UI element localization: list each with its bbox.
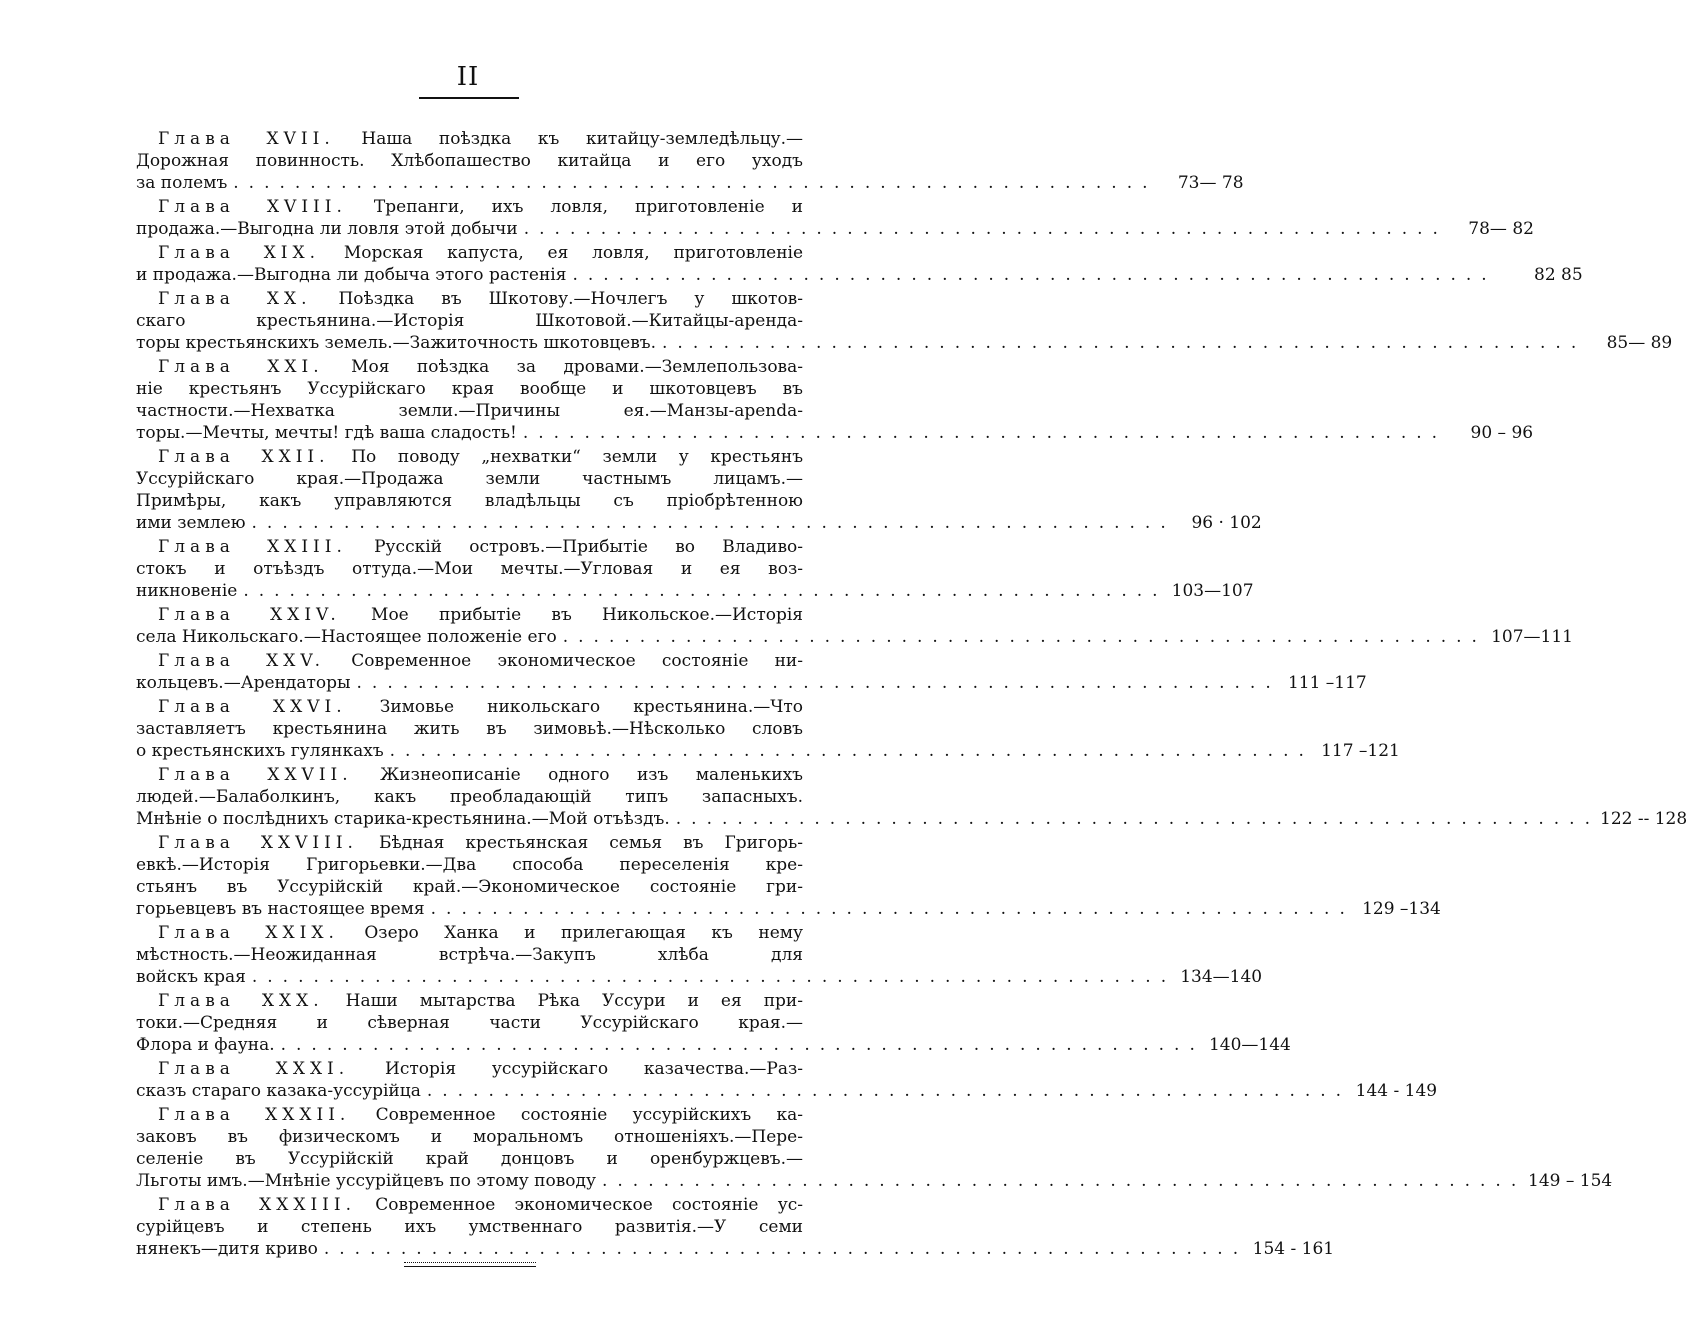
leader-dots: ............................................................ xyxy=(356,673,1281,693)
toc-line xyxy=(136,626,1573,648)
toc-entry xyxy=(136,604,1573,648)
chapter-text: Морская капуста, ея ловля, приготовленіе xyxy=(343,243,804,263)
toc-line xyxy=(136,1104,803,1126)
toc-line xyxy=(136,310,803,332)
leader-dots: ............................................................ xyxy=(662,333,1587,353)
chapter-text: Современное экономическое состояніе ус- xyxy=(375,1195,804,1215)
page-range: 82 85 xyxy=(1534,265,1583,285)
toc-line xyxy=(136,718,803,740)
chapter-text: заставляетъ крестьянина жить въ зимовьѣ.—Нѣсколько словъ xyxy=(136,719,803,739)
chapter-label: Глава XXX. xyxy=(158,991,324,1011)
page-range: 103—107 xyxy=(1171,581,1254,601)
leader-dots: ............................................................ xyxy=(251,513,1176,533)
toc-entry xyxy=(136,696,1400,762)
chapter-text: селеніе въ Уссурійскій край донцовъ и оренбуржцевъ.— xyxy=(136,1149,803,1169)
chapter-label: Глава XXI. xyxy=(158,357,324,377)
toc-line xyxy=(136,536,803,558)
chapter-text: кольцевъ.—Арендаторы xyxy=(136,673,351,693)
chapter-text: По поводу „нехватки“ земли у крестьянъ xyxy=(351,447,804,467)
chapter-text: торы крестьянскихъ земель.—Зажиточность шкотовцевъ. xyxy=(136,333,657,353)
toc-line xyxy=(136,400,803,422)
toc-line xyxy=(136,944,803,966)
chapter-text: войскъ края xyxy=(136,967,246,987)
chapter-text: стокъ и отъѣздъ оттуда.—Мои мечты.—Угловая и ея воз- xyxy=(136,559,803,579)
toc-entry xyxy=(136,128,1244,194)
toc-line xyxy=(136,172,1244,194)
toc-line xyxy=(136,1170,1613,1192)
chapter-text: Наша поѣздка къ китайцу-земледѣльцу.— xyxy=(361,129,803,149)
toc-line xyxy=(136,898,1441,920)
chapter-label: Глава XXIX. xyxy=(158,923,339,943)
page-range: 117 –121 xyxy=(1321,741,1400,761)
toc-line xyxy=(136,580,1254,602)
page-range: 149 – 154 xyxy=(1528,1171,1613,1191)
chapter-text: ими землею xyxy=(136,513,246,533)
page-range: 144 - 149 xyxy=(1355,1081,1438,1101)
chapter-text: стьянъ въ Уссурійскій край.—Экономическое состояніе гри- xyxy=(136,877,803,897)
toc-entry xyxy=(136,832,1441,920)
chapter-text: и продажа.—Выгодна ли добыча этого растенія xyxy=(136,265,567,285)
toc-entry xyxy=(136,990,1291,1056)
leader-dots: ............................................................ xyxy=(572,265,1497,285)
chapter-text: скаго крестьянина.—Исторія Шкотовой.—Китайцы-аренда- xyxy=(136,311,803,331)
toc-line xyxy=(136,650,803,672)
page-range: 85— 89 xyxy=(1606,333,1673,353)
toc-entry xyxy=(136,242,1583,286)
chapter-text: сказъ стараго казака-уссурійца xyxy=(136,1081,421,1101)
toc-line xyxy=(136,966,1263,988)
page-range: 90 – 96 xyxy=(1470,423,1534,443)
chapter-text: Русскій островъ.—Прибытіе во Владиво- xyxy=(374,537,803,557)
toc-line xyxy=(136,490,803,512)
chapter-text: людей.—Балаболкинъ, какъ преобладающій типъ запасныхъ. xyxy=(136,787,803,807)
toc-line xyxy=(136,446,803,468)
chapter-text: заковъ въ физическомъ и моральномъ отношеніяхъ.—Пере- xyxy=(136,1127,803,1147)
leader-dots: ............................................................ xyxy=(233,173,1158,193)
toc-line xyxy=(136,422,1534,444)
toc-entry xyxy=(136,1194,1335,1260)
chapter-label: Глава XXVII. xyxy=(158,765,353,785)
toc-entry xyxy=(136,1058,1438,1102)
toc-line xyxy=(136,218,1534,240)
toc-line xyxy=(136,512,1262,534)
chapter-text: продажа.—Выгодна ли ловля этой добычи xyxy=(136,219,518,239)
toc-line xyxy=(136,672,1367,694)
page-range: 140—144 xyxy=(1208,1035,1291,1055)
toc-line xyxy=(136,1126,803,1148)
chapter-label: Глава XXIV. xyxy=(158,605,341,625)
chapter-text: Трепанги, ихъ ловля, приготовленіе и xyxy=(373,197,803,217)
chapter-text: Мнѣніе о послѣднихъ старика-крестьянина.—Мой отъѣздъ. xyxy=(136,809,670,829)
leader-dots: ............................................................ xyxy=(389,741,1314,761)
toc-entry xyxy=(136,1104,1613,1192)
leader-dots: ............................................................ xyxy=(323,1239,1249,1259)
toc-line xyxy=(136,876,803,898)
page-range: 78— 82 xyxy=(1468,219,1534,239)
toc-line xyxy=(136,740,1400,762)
chapter-text: Мое прибытіе въ Никольское.—Исторія xyxy=(371,605,804,625)
toc-entry xyxy=(136,922,1263,988)
chapter-text: мѣстность.—Неожиданная встрѣча.—Закупъ хлѣба для xyxy=(136,945,803,965)
chapter-text: сурійцевъ и степень ихъ умственнаго развитія.—У семи xyxy=(136,1217,803,1237)
chapter-text: торы.—Мечты, мечты! гдѣ ваша сладость! xyxy=(136,423,517,443)
toc-line xyxy=(136,468,803,490)
toc-line xyxy=(136,1216,803,1238)
chapter-label: Глава XXXI. xyxy=(158,1059,350,1079)
toc-line xyxy=(136,264,1583,286)
page-range: 122 -- 128 xyxy=(1600,809,1687,829)
chapter-text: Наши мытарства Рѣка Уссури и ея при- xyxy=(345,991,803,1011)
toc-line xyxy=(136,604,803,626)
chapter-text: Современное состояніе уссурійскихъ ка- xyxy=(375,1105,803,1125)
toc-line xyxy=(136,696,803,718)
leader-dots: ............................................................ xyxy=(280,1035,1205,1055)
toc-line xyxy=(136,128,803,150)
chapter-label: Глава XVII. xyxy=(158,129,335,149)
leader-dots: ............................................................ xyxy=(243,581,1168,601)
toc-line xyxy=(136,1148,803,1170)
toc-line xyxy=(136,990,803,1012)
page-range: 129 –134 xyxy=(1362,899,1441,919)
chapter-text: за полемъ xyxy=(136,173,228,193)
toc-line xyxy=(136,332,1673,354)
toc-line xyxy=(136,764,803,786)
toc-line xyxy=(136,378,803,400)
chapter-text: села Никольскаго.—Настоящее положеніе его xyxy=(136,627,557,647)
footer-rule xyxy=(404,1262,536,1267)
toc-line xyxy=(136,854,803,876)
chapter-text: горьевцевъ въ настоящее время xyxy=(136,899,425,919)
chapter-text: Дорожная повинность. Хлѣбопашество китайца и его уходъ xyxy=(136,151,803,171)
page-range: 154 - 161 xyxy=(1252,1239,1335,1259)
page-range: 107—111 xyxy=(1491,627,1573,647)
toc-line xyxy=(136,832,803,854)
toc-line xyxy=(136,558,803,580)
chapter-label: Глава XXXIII. xyxy=(158,1195,357,1215)
chapter-text: Моя поѣздка за дровами.—Землепользова- xyxy=(351,357,804,377)
toc-entry xyxy=(136,446,1262,534)
header-rule xyxy=(419,97,519,99)
chapter-text: Поѣздка въ Шкотову.—Ночлегъ у шкотов- xyxy=(338,289,803,309)
leader-dots: ............................................................ xyxy=(522,423,1448,443)
chapter-text: о крестьянскихъ гулянкахъ xyxy=(136,741,384,761)
toc-entry xyxy=(136,356,1534,444)
chapter-text: Уссурійскаго края.—Продажа земли частнымъ лицамъ.— xyxy=(136,469,803,489)
chapter-label: Глава XXV. xyxy=(158,651,326,671)
toc-entry xyxy=(136,196,1534,240)
chapter-text: евкѣ.—Исторія Григорьевки.—Два способа переселенія кре- xyxy=(136,855,803,875)
toc-line xyxy=(136,242,803,264)
leader-dots: ............................................................ xyxy=(562,627,1487,647)
chapter-text: никновеніе xyxy=(136,581,238,601)
chapter-text: Примѣры, какъ управляются владѣльцы съ пріобрѣтенною xyxy=(136,491,803,511)
chapter-text: Зимовье никольскаго крестьянина.—Что xyxy=(379,697,804,717)
chapter-text: Современное экономическое состояніе ни- xyxy=(351,651,804,671)
toc-entry xyxy=(136,536,1254,602)
page-range: 134—140 xyxy=(1180,967,1263,987)
toc-entry xyxy=(136,288,1673,354)
leader-dots: ............................................................ xyxy=(523,219,1448,239)
page-number: II xyxy=(456,62,480,92)
chapter-text: Флора и фауна. xyxy=(136,1035,275,1055)
chapter-label: Глава XX. xyxy=(158,289,312,309)
toc-entry xyxy=(136,764,1687,830)
toc-line xyxy=(136,150,803,172)
toc-line xyxy=(136,808,1687,830)
chapter-label: Глава XXIII. xyxy=(158,537,347,557)
toc-line xyxy=(136,1194,803,1216)
table-of-contents xyxy=(136,128,1687,1262)
toc-line xyxy=(136,1238,1335,1260)
chapter-label: Глава XXXII. xyxy=(158,1105,351,1125)
page-range: 111 –117 xyxy=(1287,673,1367,693)
chapter-text: частности.—Нехватка земли.—Причины ея.—Манзы-арenda- xyxy=(136,401,803,421)
leader-dots: ............................................................ xyxy=(675,809,1600,829)
toc-line xyxy=(136,922,803,944)
toc-line xyxy=(136,356,803,378)
toc-line xyxy=(136,1058,803,1080)
chapter-label: Глава XXVI. xyxy=(158,697,347,717)
chapter-label: Глава XVIII. xyxy=(158,197,347,217)
toc-line xyxy=(136,288,803,310)
chapter-text: Исторія уссурійскаго казачества.—Раз- xyxy=(385,1059,803,1079)
chapter-text: Жизнеописаніе одного изъ маленькихъ xyxy=(380,765,804,785)
toc-line xyxy=(136,1034,1291,1056)
leader-dots: ............................................................ xyxy=(251,967,1177,987)
page-range: 73— 78 xyxy=(1177,173,1244,193)
toc-line xyxy=(136,786,803,808)
chapter-text: Бѣдная крестьянская семья въ Григорь- xyxy=(379,833,803,853)
toc-entry xyxy=(136,650,1367,694)
toc-line xyxy=(136,196,803,218)
chapter-text: нянекъ—дитя криво xyxy=(136,1239,318,1259)
chapter-text: ніе крестьянъ Уссурійскаго края вообще и шкотовцевъ въ xyxy=(136,379,803,399)
leader-dots: ............................................................ xyxy=(602,1171,1527,1191)
toc-line xyxy=(136,1080,1438,1102)
chapter-text: токи.—Средняя и сѣверная части Уссурійскаго края.— xyxy=(136,1013,803,1033)
chapter-text: Озеро Ханка и прилегающая къ нему xyxy=(364,923,803,943)
leader-dots: ............................................................ xyxy=(430,899,1355,919)
page-range: 96 · 102 xyxy=(1191,513,1262,533)
chapter-label: Глава XIX. xyxy=(158,243,321,263)
toc-line xyxy=(136,1012,803,1034)
chapter-label: Глава XXVIII. xyxy=(158,833,358,853)
chapter-label: Глава XXII. xyxy=(158,447,330,467)
chapter-text: Льготы имъ.—Мнѣніе уссурійцевъ по этому поводу xyxy=(136,1171,596,1191)
leader-dots: ............................................................ xyxy=(426,1081,1352,1101)
